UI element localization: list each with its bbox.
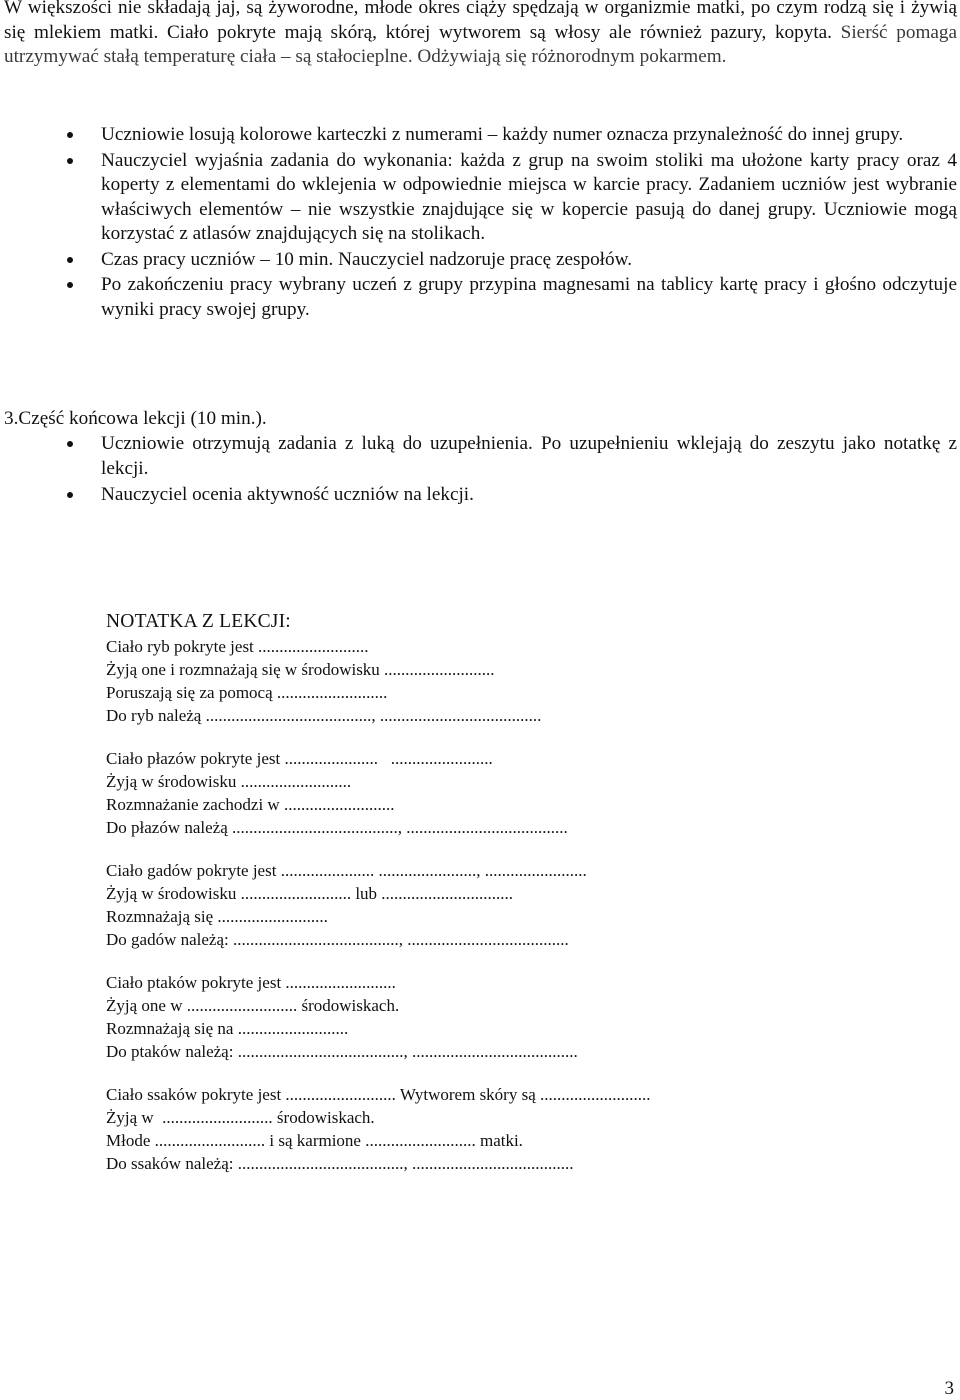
note-line: Do gadów należą: ......................................., ...................................... bbox=[106, 930, 569, 949]
intro-paragraph bbox=[4, 0, 957, 70]
note-line: Ciało płazów pokryte jest ...................... ........................ bbox=[106, 749, 493, 768]
note-line: Żyją w .......................... środowiskach. bbox=[106, 1108, 375, 1127]
note-line: Żyją one i rozmnażają się w środowisku .......................... bbox=[106, 660, 495, 679]
list-item bbox=[0, 483, 957, 508]
list-item bbox=[0, 123, 957, 148]
note-line: Ciało ptaków pokryte jest .......................... bbox=[106, 973, 396, 992]
list-item-text: Po zakończeniu pracy wybrany uczeń z grupy przypina magnesami na tablicy kartę pracy i głośno odczytuje wyniki pracy swojej grupy. bbox=[101, 274, 957, 320]
note-line: Żyją w środowisku .......................... lub ............................... bbox=[106, 884, 514, 903]
list-item bbox=[0, 273, 957, 322]
list-item-text: Nauczyciel ocenia aktywność uczniów na lekcji. bbox=[101, 484, 474, 505]
note-line: Rozmnażanie zachodzi w .......................... bbox=[106, 795, 395, 814]
note-line: Rozmnażają się .......................... bbox=[106, 907, 328, 926]
intro-text-grey: Sierść pomaga utrzymywać stałą temperaturę ciała – są stałocieplne. Odżywiają się różnorodnym pokarmem. bbox=[4, 21, 957, 67]
note-line: Ciało gadów pokryte jest ...................... ......................., ........................ bbox=[106, 861, 587, 880]
note-line: Żyją w środowisku .......................... bbox=[106, 772, 352, 791]
note-line: Żyją one w .......................... środowiskach. bbox=[106, 996, 400, 1015]
note-line: Rozmnażają się na .......................... bbox=[106, 1019, 349, 1038]
note-line: Ciało ryb pokryte jest .......................... bbox=[106, 637, 369, 656]
note-group-reptiles bbox=[106, 859, 866, 951]
list-item-text: Uczniowie losują kolorowe karteczki z numerami – każdy numer oznacza przynależność do innej grupy. bbox=[101, 124, 904, 145]
note-group-birds bbox=[106, 971, 866, 1063]
note-line: Do ssaków należą: ......................................., ...................................... bbox=[106, 1154, 574, 1173]
note-line: Ciało ssaków pokryte jest .......................... Wytworem skóry są .......................... bbox=[106, 1085, 651, 1104]
bullet-icon bbox=[67, 441, 73, 447]
list-item bbox=[0, 149, 957, 247]
bullet-icon bbox=[67, 492, 73, 498]
list-item-text: Czas pracy uczniów – 10 min. Nauczyciel nadzoruje pracę zespołów. bbox=[101, 248, 632, 270]
note-line: Poruszają się za pomocą .......................... bbox=[106, 683, 388, 702]
note-group-fish bbox=[106, 635, 866, 727]
lesson-notes bbox=[106, 610, 866, 1195]
section-heading: 3.Część końcowa lekcji (10 min.). bbox=[4, 408, 267, 429]
list-item bbox=[0, 432, 957, 481]
bullet-icon bbox=[67, 158, 73, 164]
note-line: Do płazów należą ......................................., ...................................... bbox=[106, 818, 568, 837]
list-item-text: Uczniowie otrzymują zadania z luką do uzupełnienia. Po uzupełnieniu wklejają do zeszytu jako notatkę z lekcji. bbox=[101, 433, 957, 479]
notes-title: NOTATKA Z LEKCJI: bbox=[106, 611, 291, 632]
activity-bullet-list bbox=[0, 123, 957, 322]
page-number: 3 bbox=[944, 1378, 954, 1399]
final-bullet-list bbox=[0, 432, 957, 508]
list-item-text: Nauczyciel wyjaśnia zadania do wykonania: każda z grup na swoim stoliki ma ułożone karty pracy oraz 4 koperty z elementami do wklejenia w odpowiednie miejsca w karcie pracy. Zadaniem uczniów jest wybranie właściwych elementów – nie wszystkie znajdujące się w kopercie pasują do danej grupy. Uczniowie mogą korzystać z atlasów znajdujących się na stolikach. bbox=[101, 149, 957, 244]
intro-text: W większości nie składają jaj, są żyworodne, młode okres ciąży spędzają w organizmie matki, po czym rodzą się i żywią się mlekiem matki. Ciało pokryte mają skórą, której wytworem są włosy ale również pazury, kopyta. bbox=[4, 0, 957, 43]
bullet-icon bbox=[67, 257, 73, 263]
note-line: Młode .......................... i są karmione .......................... matki. bbox=[106, 1131, 523, 1150]
list-item bbox=[0, 248, 957, 273]
bullet-icon bbox=[67, 282, 73, 288]
note-group-amphibians bbox=[106, 747, 866, 839]
note-line: Do ptaków należą: ......................................., ....................................... bbox=[106, 1042, 578, 1061]
note-group-mammals bbox=[106, 1083, 866, 1175]
bullet-icon bbox=[67, 132, 73, 138]
note-line: Do ryb należą ......................................., ...................................... bbox=[106, 706, 542, 725]
